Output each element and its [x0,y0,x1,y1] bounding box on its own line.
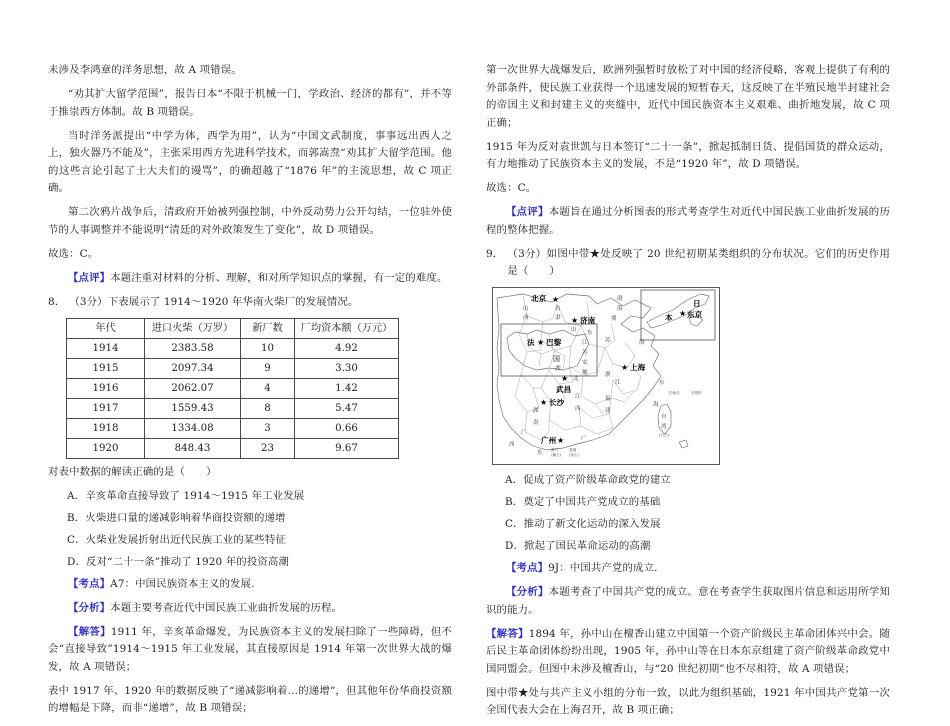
option-text: 奠定了中国共产党成立的基础 [523,496,661,508]
question-text: 如图中带★处反映了 20 世纪初期某类组织的分布状况。它们的历史作用是（ ） [507,247,890,277]
jieda-tag: 【解答】 [486,627,529,640]
map-label-shandong: 山 [571,327,577,333]
kaodian-block [486,560,890,578]
table-cell: 1920 [67,438,145,458]
map-label-nan: 南 [533,420,539,426]
map-label-diaoyudao: 钓鱼岛 [669,391,680,395]
table-cell: 5.47 [295,398,399,418]
table-cell: 1915 [67,358,145,378]
option-letter: C． [505,518,524,530]
map-label-chiweiyu: 赤尾屿 [691,391,702,395]
jieda-text: 1894 年，孙中山在檀香山建立中国第一个资产阶级民主革命团体兴中会。随后民主革命团体纷纷出现，1905 年，孙中山等在日本东京组建了资产阶级革命政党中国同盟会。但图中未涉及檀香山，与“20 世纪初期”也不尽相符，故 A 项错误； [486,627,890,675]
kaodian-text: A7：中国民族资本主义的发展. [110,577,255,590]
table-row [67,438,399,458]
map-label-xi: 西 [575,406,581,412]
review-tag: 【点评】 [506,206,549,218]
map-label-shanxi: 山 [523,306,529,312]
map-label-guang: 广 [521,430,527,436]
option-letter: D． [505,540,525,552]
jieda-paragraph: 图中带★处与共产主义小组的分布一致，以此为组织基础，1921 年中国共产党第一次全国代表大会在上海召开，故 B 项正确； [486,686,890,716]
map-label-shanghai: 上海 [630,363,646,372]
option-text: 反对“二十一条”推动了 1920 年的投资高潮 [86,555,290,568]
map-label-tai: 台 [661,414,667,420]
table-cell: 2097.34 [145,358,241,378]
table-header-cell: 新厂数 [241,318,295,338]
review-text: 本题注重对材料的分析、理解，和对所学知识点的掌握，有一定的难度。 [110,271,448,284]
table-cell: 8 [241,398,295,418]
table-cell: 1917 [67,398,145,418]
option-b[interactable] [486,494,890,511]
map-svg [493,288,719,464]
question-score: （3分） [69,295,108,308]
map-label-france-guo: 国 [553,355,560,363]
table-cell: 9.67 [295,438,399,458]
map-label-an: 安 [582,360,588,366]
map-label-japan-ben: 本 [665,313,673,322]
table-cell: 2383.58 [145,338,241,358]
paragraph-conclusion: 故选：C。 [48,247,99,260]
kaodian-text: 9J：中国共产党的成立. [548,562,658,574]
option-text: 火柴进口量的递减影响着华商投资额的递增 [85,511,286,524]
map-label-zhili2: 隶 [555,315,561,321]
table-cell: 1916 [67,378,145,398]
map-label-guangzhou: 广州 [541,436,557,445]
fenxi-block [486,584,890,619]
star-marker: ★ [552,295,560,304]
table-row [67,378,399,398]
option-c[interactable] [48,532,452,549]
star-marker: ★ [621,363,629,372]
kaodian-tag: 【考点】 [68,577,111,590]
map-label-bohai2: 海 [617,306,623,312]
map-label-donghai: 东 [659,380,665,386]
star-marker: ★ [557,436,565,445]
map-label-jiang: 江 [582,340,588,346]
map-label-bohai: 渤 [617,296,623,302]
review-block [486,204,890,239]
kaodian-tag: 【考点】 [506,562,549,574]
paragraph: 未涉及李鸿章的洋务思想，故 A 项错误。 [48,64,242,76]
map-label-hubei: 北 [573,376,579,382]
table-cell: 3.30 [295,358,399,378]
map-label-fu: 福 [605,396,611,402]
option-letter: A． [67,489,86,502]
option-letter: A． [505,474,524,486]
jieda-tag: 【解答】 [68,625,111,638]
option-letter: B． [67,511,86,524]
paragraph: 第二次鸦片战争后，清政府开始被列强控制，中外反动势力公开勾结，一位驻外使节的人事调整并不能说明“清廷的对外政策发生了变化”，故 D 项错误。 [48,206,452,236]
two-column-layout [48,62,902,726]
table-header-cell: 年代 [67,318,145,338]
table-cell: 1918 [67,418,145,438]
china-distribution-map [492,287,720,465]
option-text: 推动了新文化运动的深入发展 [523,518,661,530]
table-row [67,338,399,358]
paragraph: 1915 年为反对袁世凯与日本签订“二十一条”，掀起抵制日货、提倡国货的群众运动，有力地推动了民族资本主义的发展，不是“1920 年”，故 D 项错误。 [486,140,890,170]
map-label-changsha: 长沙 [549,398,565,407]
fenxi-block [48,600,452,618]
map-label-shandong2: 东 [587,330,593,336]
fenxi-text: 本题主要考查近代中国民族工业曲折发展的历程。 [110,601,343,614]
jieda-text: 1911 年，辛亥革命爆发，为民族资本主义的发展扫除了一些障碍，但不会“直接导致”1914～1915 年工业发展，其直接原因是 1914 年第一次世界大战的爆发，故 A 项错误； [48,625,453,673]
map-label-shanxi2: 西 [523,315,529,321]
map-label-jinan: 济南 [580,316,596,325]
fenxi-text: 本题考查了中国共产党的成立。意在考查学生获取图片信息和运用所学知识的能力。 [486,586,890,616]
map-label-donghai2: 海 [653,402,659,408]
table-cell: 23 [241,438,295,458]
map-label-guang2: 广 [581,436,587,442]
option-text: 辛亥革命直接导致了 1914～1915 年工业发展 [85,489,305,502]
jieda-block [48,624,452,677]
map-label-france: 法 [527,338,535,347]
kaodian-block [48,576,452,594]
map-label-tokyo: 东京 [687,310,703,319]
option-a[interactable] [48,488,452,505]
star-marker: ★ [537,338,545,347]
map-label-wan: 湾 [661,424,667,430]
right-column [486,62,890,726]
map-label-jiang2: 江 [615,380,621,386]
jieda-paragraph: 表中 1917 年、1920 年的数据反映了“递减影响着…的递增”，但其他年份华商投资额的增幅是下降，而非“递增”，故 B 项错误； [48,684,452,714]
table-cell: 0.66 [295,418,399,438]
paragraph: 当时洋务派提出“中学为体，西学为用”，认为“中国文武制度，事事远出西人之上，独火器乃不能及”，主张采用西方先进科学技术，而郭嵩焘“劝其扩大留学范围。他的这些言论引起了士大夫们的谩骂”，的确超越了“1876 年”的主流思想，故 C 项正确。 [48,129,452,194]
map-label-zhili: 直 [555,306,561,312]
option-d[interactable] [486,538,890,555]
option-text: 促成了资产阶级革命政党的建立 [523,474,671,486]
map-label-macau: 澳门 [551,448,559,452]
table-row [67,418,399,438]
star-marker: ★ [540,398,548,407]
option-b[interactable] [48,510,452,527]
map-label-jiangxi: 江 [575,394,581,400]
map-label-xi2: 西 [509,442,515,448]
table-header-cell: 厂均资本额（万元） [295,318,399,338]
match-factory-data-table [66,318,399,459]
map-label-hu2: 湖 [555,366,561,372]
table-cell: 1.42 [295,378,399,398]
review-text: 本题旨在通过分析图表的形式考查学生对近代中国民族工业曲折发展的历程的整体把握。 [486,206,890,236]
table-cell: 10 [241,338,295,358]
map-label-hui: 徽 [582,370,588,376]
table-header-row [67,318,399,338]
option-text: 掀起了国民革命运动的高潮 [524,540,651,552]
map-label-beijing: 北京 [531,294,547,303]
map-label-hongkong-note: (英占) [569,453,579,457]
map-label-ji: 冀 [611,316,617,322]
question-number: 9． [486,247,504,260]
table-cell: 2062.07 [145,378,241,398]
map-label-zhe: 浙 [605,372,611,378]
option-letter: C． [67,533,86,546]
question-score: （3分） [507,247,547,260]
star-marker: ★ [571,316,579,325]
fenxi-tag: 【分析】 [68,601,111,614]
table-cell: 1914 [67,338,145,358]
star-marker: ★ [561,374,569,383]
table-cell: 9 [241,358,295,378]
option-letter: B． [505,496,524,508]
review-tag: 【点评】 [68,271,111,284]
table-cell: 1559.43 [145,398,241,418]
map-label-dong: 东 [537,450,543,456]
table-row [67,398,399,418]
jieda-block [486,626,890,679]
map-label-su: 苏 [582,350,588,356]
table-cell: 4 [241,378,295,398]
option-c[interactable] [486,516,890,533]
table-cell: 3 [241,418,295,438]
paragraph: 第一次世界大战爆发后，欧洲列强暂时放松了对中国的经济侵略，客观上提供了有利的外部条件，使民族工业获得一个迅速发展的短暂春天，这反映了在半殖民地半封建社会的帝国主义和封建主义的夹缝中，近代中国民族资本主义艰难、曲折地发展，故 C 项正确； [486,64,890,129]
question-text: 下表展示了 1914～1920 年华南火柴厂的发展情况。 [107,295,359,308]
option-letter: D． [67,555,87,568]
table-cell: 848.43 [145,438,241,458]
map-label-japan-ri: 日 [693,299,701,308]
question-8-prompt: 对表中数据的解读正确的是（ ） [48,465,217,478]
fenxi-tag: 【分析】 [506,586,549,598]
table-cell: 1334.08 [145,418,241,438]
table-row [67,358,399,378]
option-d[interactable] [48,554,452,571]
map-label-jian: 建 [605,408,611,414]
star-marker: ★ [679,309,687,318]
table-header-cell: 进口火柴（万罗） [145,318,241,338]
option-text: 火柴业发展折射出近代民族工业的某些特征 [85,533,286,546]
option-a[interactable] [486,472,890,489]
map-label-huanghai: 海 [639,340,645,346]
map-label-wuchang: 武昌 [556,385,572,394]
question-number: 8． [48,295,66,308]
map-label-jiangsu: 苏 [605,338,611,344]
question-8-stem [48,294,452,312]
paragraph: “劝其扩大留学范围”，报告日本“不限于机械一门，学政治、经济的都有”，并不等于推崇西方体制。故 B 项错误。 [48,88,452,118]
question-9-stem [486,246,890,281]
paragraph-conclusion: 故选：C。 [486,182,537,194]
map-label-taiwan-note: (日占) [659,433,669,437]
map-label-hu: 湖 [533,408,539,414]
map-label-paris: 巴黎 [546,338,562,347]
left-column [48,62,452,724]
map-label-macau-note: (葡占) [551,453,561,457]
review-block [48,270,452,288]
table-cell: 4.92 [295,338,399,358]
map-label-hongkong: 香港 [569,448,577,452]
